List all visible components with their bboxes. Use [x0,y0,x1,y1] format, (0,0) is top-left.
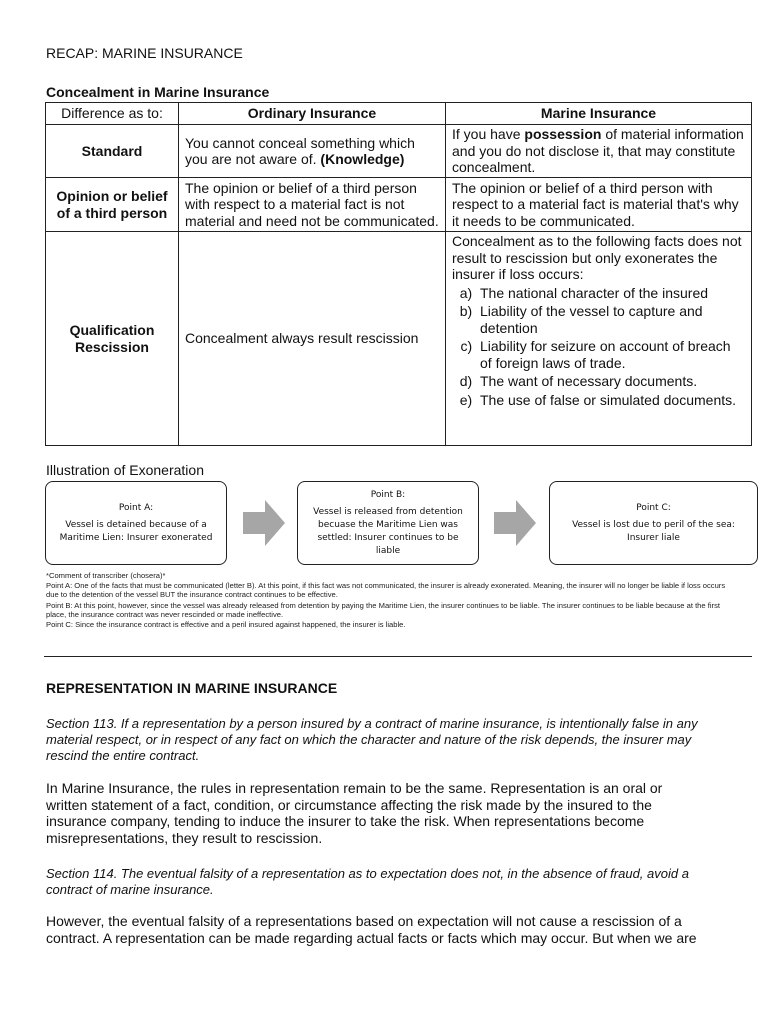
cell-text: of material information and you do not disclose it, that may constitute concealment. [452,126,744,176]
section-114-text: Section 114. The eventual falsity of a representation as to expectation does not, in the absence of fraud, avoid a contract of marine insurance. [46,866,689,897]
point-a-box [45,481,227,565]
document-title: RECAP: MARINE INSURANCE [46,45,243,61]
section-title: Concealment in Marine Insurance [46,84,270,100]
illustration-title: Illustration of Exoneration [46,462,204,478]
marine-cell [446,125,752,178]
table-header: Difference as to: [46,103,179,125]
arrow-shape [243,500,285,546]
table-row [46,232,752,446]
list-item: d. The want of necessary documents. [480,373,745,390]
ordinary-cell: The opinion or belief of a third person with respect to a material fact is not material and need not be communicated. [179,178,446,232]
note-line: Point C: Since the insurance contract is effective and a peril insured against happened, the insurer is liable. [46,620,406,630]
point-c-box [549,481,758,565]
comparison-table [45,102,752,446]
arrow-shape [494,500,536,546]
arrow-right-icon [494,500,536,546]
table-row [46,178,752,232]
cell-text: Concealment as to the following facts does not result to rescission but only exonerates the insurer if loss occurs: [452,233,742,282]
facts-list [452,285,745,409]
marine-cell: The opinion or belief of a third person with respect to a material fact is material that's why it needs to be communicated. [446,178,752,232]
arrow-right-icon [243,500,285,546]
row-label: Standard [46,125,179,178]
section-113-text: Section 113. If a representation by a person insured by a contract of marine insurance, is intentionally false in any material respect, or in respect of any fact on which the character and nature of the risk depends, the insurer may rescind the entire contract. [46,716,698,763]
list-item: c. Liability for seizure on account of breach of foreign laws of trade. [480,338,745,371]
point-text: Vessel is lost due to peril of the sea: Insurer liale [572,519,735,543]
representation-heading: REPRESENTATION IN MARINE INSURANCE [46,680,338,696]
point-text: Vessel is detained because of a Maritime Lien: Insurer exonerated [59,519,213,543]
cell-keyword: possession [524,126,602,143]
transcriber-notes [46,571,726,630]
cell-text: If you have [452,126,521,143]
divider [44,656,752,657]
row-label: Opinion or belief of a third person [46,178,179,232]
cell-keyword: (Knowledge) [320,151,405,167]
table-header: Marine Insurance [446,103,752,125]
cell-text: You cannot conceal something which you are not aware of. [185,134,415,167]
point-label: Point C: [636,502,671,513]
ordinary-cell [179,125,446,178]
list-item: a. The national character of the insured [480,285,745,302]
paragraph: However, the eventual falsity of a representations based on expectation will not cause a rescission of a contract. A representation can be made regarding actual facts or facts which may occur. But when we are [46,913,697,946]
table-header-row [46,103,752,125]
list-item: b. Liability of the vessel to capture and detention [480,303,745,336]
note-line: Point B: At this point, however, since the vessel was already released from detention by paying the Maritime Lien, the insurer continues to be liable. The insurer continues to be liable because at the first place, the insurance contract was never rescinded or made ineffective. [46,600,720,619]
table-header: Ordinary Insurance [179,103,446,125]
point-b-box [297,481,479,565]
list-item: e. The use of false or simulated documents. [480,392,745,409]
note-line: Point A: One of the facts that must be communicated (letter B). At this point, if this fact was not communicated, the insurer is already exonerated. Meaning, the insurer will no longer be liable if loss occurs due to the detention of the vessel BUT the insurance contract continues to be effective. [46,581,726,600]
note-line: *Comment of transcriber (chosera)* [46,571,166,580]
point-text: Vessel is released from detention becuase the Maritime Lien was settled: Insurer continues to be liable [313,506,463,556]
marine-cell [446,232,752,446]
point-label: Point B: [370,489,406,500]
row-label: Qualification Rescission [46,232,179,446]
table-row [46,125,752,178]
paragraph: In Marine Insurance, the rules in representation remain to be the same. Representation is an oral or written statement of a fact, condition, or circumstance affecting the risk made by the insured to the insurance company, tending to induce the insurer to take the risk. When representations become misrepresentations, they result to rescission. [46,780,663,846]
point-label: Point A: [118,502,154,513]
ordinary-cell: Concealment always result rescission [179,232,446,446]
